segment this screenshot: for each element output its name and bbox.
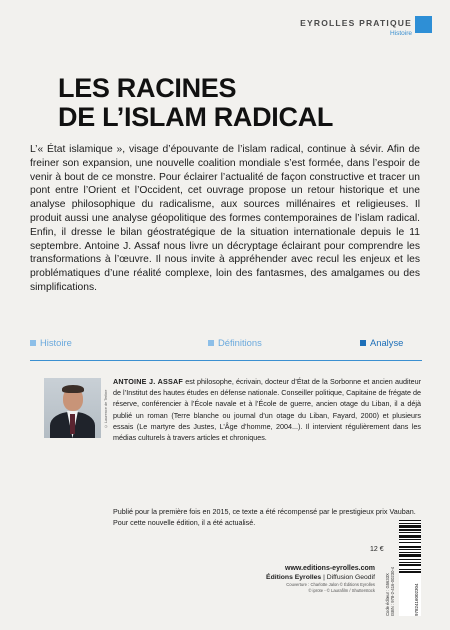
publisher-url: www.editions-eyrolles.com — [285, 565, 375, 572]
photo-credit: © Laurence de Terline — [104, 389, 108, 428]
divider-line — [30, 360, 422, 361]
author-photo — [44, 378, 101, 438]
back-cover-blurb: L’« État islamique », visage d’épouvante de l’islam radical, continue à sévir. Afin de freiner son expansion, une nouvelle coalition mondiale s’est formée, dans l’espoir de venir à bout de ce monstre. Pour éclairer l’actualité de façon constructive et tracer un pont entre l’Orient et l’Occident, cet ouvrage propose un retour historique et une analyse philosophique du radicalisme, aux sources millénaires et religieuses. Il produit aussi une analyse géopolitique des formes contemporaines de l’islam radical. Enfin, il dresse le bilan géostratégique de la situation internationale depuis le 11 septembre. Antoine J. Assaf nous livre un décryptage éclairant pour comprendre les transformations à l’œuvre. Il nous invite à appréhender avec recul les enjeux et les problématiques d’une réalité complexe, loin des fantasmes, des amalgames ou des simplifications. — [30, 144, 420, 293]
topic-tags — [30, 337, 422, 351]
cover-credit: Couverture : Charlotte Jalon © Éditions Eyrolles — [286, 582, 375, 587]
square-bullet-icon — [30, 340, 36, 346]
barcode-block — [385, 520, 423, 616]
publisher-footer — [200, 564, 375, 594]
series-square-logo — [415, 16, 432, 33]
title-line-2: DE L’ISLAM RADICAL — [58, 102, 334, 132]
author-name: ANTOINE J. ASSAF — [113, 377, 183, 386]
isbn: ISBN : 978-2-416-00230-4 — [390, 566, 395, 616]
title-line-1: LES RACINES — [58, 73, 237, 103]
distributor-name: Diffusion Geodif — [326, 574, 375, 581]
isbn-text — [385, 520, 397, 616]
book-title — [58, 74, 418, 132]
publisher-name: Éditions Eyrolles — [266, 574, 322, 581]
publisher-line: Éditions Eyrolles | Diffusion Geodif — [266, 574, 375, 581]
tag-analysis — [360, 337, 403, 348]
tag-label: Histoire — [40, 337, 72, 348]
barcode-number: 9782416002304 — [414, 583, 419, 616]
square-bullet-icon — [360, 340, 366, 346]
tag-history — [30, 337, 72, 348]
tag-definitions — [208, 337, 262, 348]
tag-label: Définitions — [218, 337, 262, 348]
author-bio-text: est philosophe, écrivain, docteur d’État de la Sorbonne et ancien auditeur de l’Institut des hautes études en défense nationale. Conseiller politique, Capitaine de frégate de réserve, conférencier à l’École navale et à l’École de guerre, ancien otage du Liban, il a déjà publié un roman (Terre blanche ou journal d’un otage du Liban, Fayard, 2000) et plusieurs essais (Le martyre des Justes, L’Âge d’homme, 2004...). Il intervient régulièrement dans les médias culturels à travers articles et chroniques. — [113, 377, 421, 443]
series-label — [300, 18, 412, 38]
editor-code: Code éditeur : G5633X — [385, 573, 390, 616]
series-name: EYROLLES PRATIQUE — [300, 18, 412, 28]
image-credit: © iprote - © Laurafilm / Shutterstock — [308, 588, 375, 593]
price: 12 € — [370, 546, 384, 553]
series-subject: Histoire — [389, 30, 412, 37]
tag-label: Analyse — [370, 337, 404, 348]
edition-note: Publié pour la première fois en 2015, ce texte a été récompensé par le prestigieux prix Vauban. Pour cette nouvelle édition, il a été actualisé. — [113, 507, 416, 528]
author-bio — [113, 376, 421, 443]
square-bullet-icon — [208, 340, 214, 346]
